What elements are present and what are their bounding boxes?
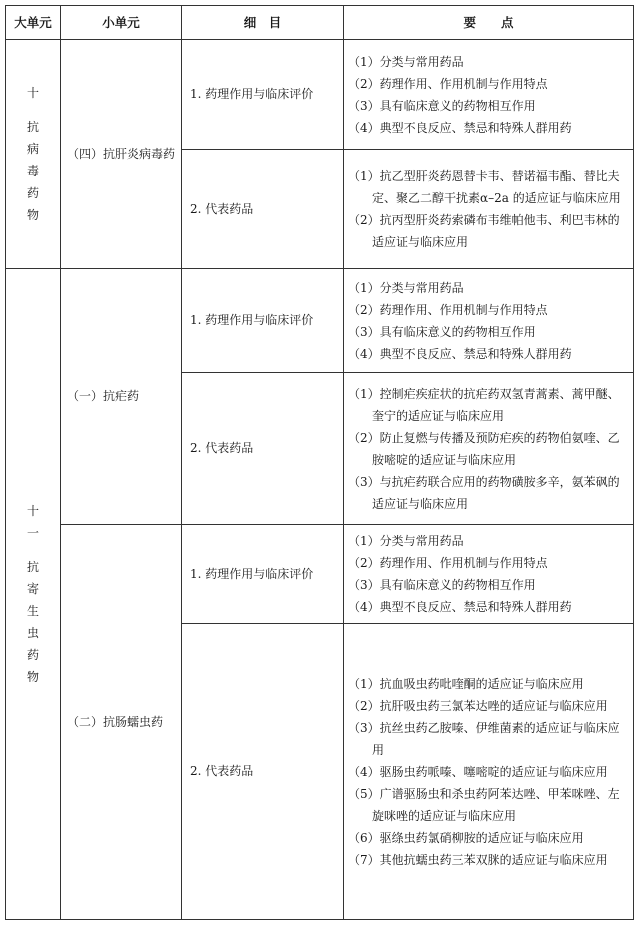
unit-title-char: 物: [26, 670, 39, 684]
point-item: （2）抗丙型肝炎药索磷布韦维帕他韦、利巴韦林的适应证与临床应用: [348, 213, 620, 249]
point-item: （1）控制疟疾症状的抗疟药双氢青蒿素、蒿甲醚、奎宁的适应证与临床应用: [348, 386, 620, 423]
header-row: [6, 6, 634, 40]
point-item: （1）分类与常用药品: [348, 54, 464, 69]
point-item: （1）分类与常用药品: [348, 280, 464, 295]
points-cell: [344, 150, 634, 269]
point-item: （4）驱肠虫药哌嗪、噻嘧啶的适应证与临床应用: [348, 764, 608, 779]
points-cell: [344, 269, 634, 373]
syllabus-table: [5, 5, 634, 920]
unit-title-char: 生: [26, 604, 39, 618]
point-item: （3）具有临床意义的药物相互作用: [348, 324, 536, 339]
point-item: （3）抗丝虫药乙胺嗪、伊维菌素的适应证与临床应用: [348, 720, 620, 757]
unit-title-char: 物: [26, 208, 39, 222]
header-small-unit: 小单元: [61, 6, 182, 40]
point-item: （2）药理作用、作用机制与作用特点: [348, 556, 548, 570]
header-points: 要 点: [344, 6, 634, 40]
point-item: （1）抗乙型肝炎药恩替卡韦、替诺福韦酯、替比夫定、聚乙二醇干扰素α–2a 的适应证与临床应用: [348, 169, 621, 205]
small-unit-cell: （四）抗肝炎病毒药: [61, 40, 182, 269]
point-item: （3）与抗疟药联合应用的药物磺胺多辛，氨苯砜的适应证与临床应用: [348, 474, 620, 511]
header-detail: 细 目: [182, 6, 344, 40]
detail-cell: 2. 代表药品: [182, 373, 344, 525]
point-item: （4）典型不良反应、禁忌和特殊人群用药: [348, 346, 572, 361]
unit-number: 十: [26, 86, 39, 100]
unit-title-char: 寄: [26, 582, 39, 596]
point-item: （4）典型不良反应、禁忌和特殊人群用药: [348, 120, 572, 135]
table-row: [6, 269, 634, 373]
points-cell: [344, 525, 634, 624]
point-item: （6）驱绦虫药氯硝柳胺的适应证与临床应用: [348, 830, 584, 845]
point-item: （7）其他抗蠕虫药三苯双脒的适应证与临床应用: [348, 852, 608, 867]
unit-title-char: 抗: [26, 560, 39, 574]
point-item: （4）典型不良反应、禁忌和特殊人群用药: [348, 600, 572, 614]
detail-cell: 1. 药理作用与临床评价: [182, 269, 344, 373]
points-cell: [344, 624, 634, 920]
small-unit-cell: （一）抗疟药: [61, 269, 182, 525]
detail-cell: 1. 药理作用与临床评价: [182, 525, 344, 624]
unit-title-char: 药: [26, 648, 39, 662]
table-row: [6, 525, 634, 624]
unit-title-char: 药: [26, 186, 39, 200]
points-cell: [344, 373, 634, 525]
point-item: （2）药理作用、作用机制与作用特点: [348, 76, 548, 91]
point-item: （2）药理作用、作用机制与作用特点: [348, 302, 548, 317]
unit-number: 十一: [26, 504, 39, 540]
unit-title-char: 抗: [26, 120, 39, 134]
point-item: （3）具有临床意义的药物相互作用: [348, 578, 536, 592]
point-item: （1）抗血吸虫药吡喹酮的适应证与临床应用: [348, 676, 584, 691]
unit-title-char: 病: [26, 142, 39, 156]
unit-title-char: 毒: [26, 164, 39, 178]
point-item: （5）广谱驱肠虫和杀虫药阿苯达唑、甲苯咪唑、左旋咪唑的适应证与临床应用: [348, 786, 620, 823]
small-unit-cell: （二）抗肠蠕虫药: [61, 525, 182, 920]
big-unit-cell: [6, 40, 61, 269]
detail-cell: 2. 代表药品: [182, 150, 344, 269]
unit-title-char: 虫: [26, 626, 39, 640]
header-big-unit: 大单元: [6, 6, 61, 40]
table-row: [6, 40, 634, 150]
big-unit-cell: [6, 269, 61, 920]
detail-cell: 1. 药理作用与临床评价: [182, 40, 344, 150]
point-item: （2）抗肝吸虫药三氯苯达唑的适应证与临床应用: [348, 698, 608, 713]
point-item: （3）具有临床意义的药物相互作用: [348, 98, 536, 113]
point-item: （2）防止复燃与传播及预防疟疾的药物伯氨喹、乙胺嘧啶的适应证与临床应用: [348, 430, 620, 467]
point-item: （1）分类与常用药品: [348, 534, 464, 548]
detail-cell: 2. 代表药品: [182, 624, 344, 920]
points-cell: [344, 40, 634, 150]
